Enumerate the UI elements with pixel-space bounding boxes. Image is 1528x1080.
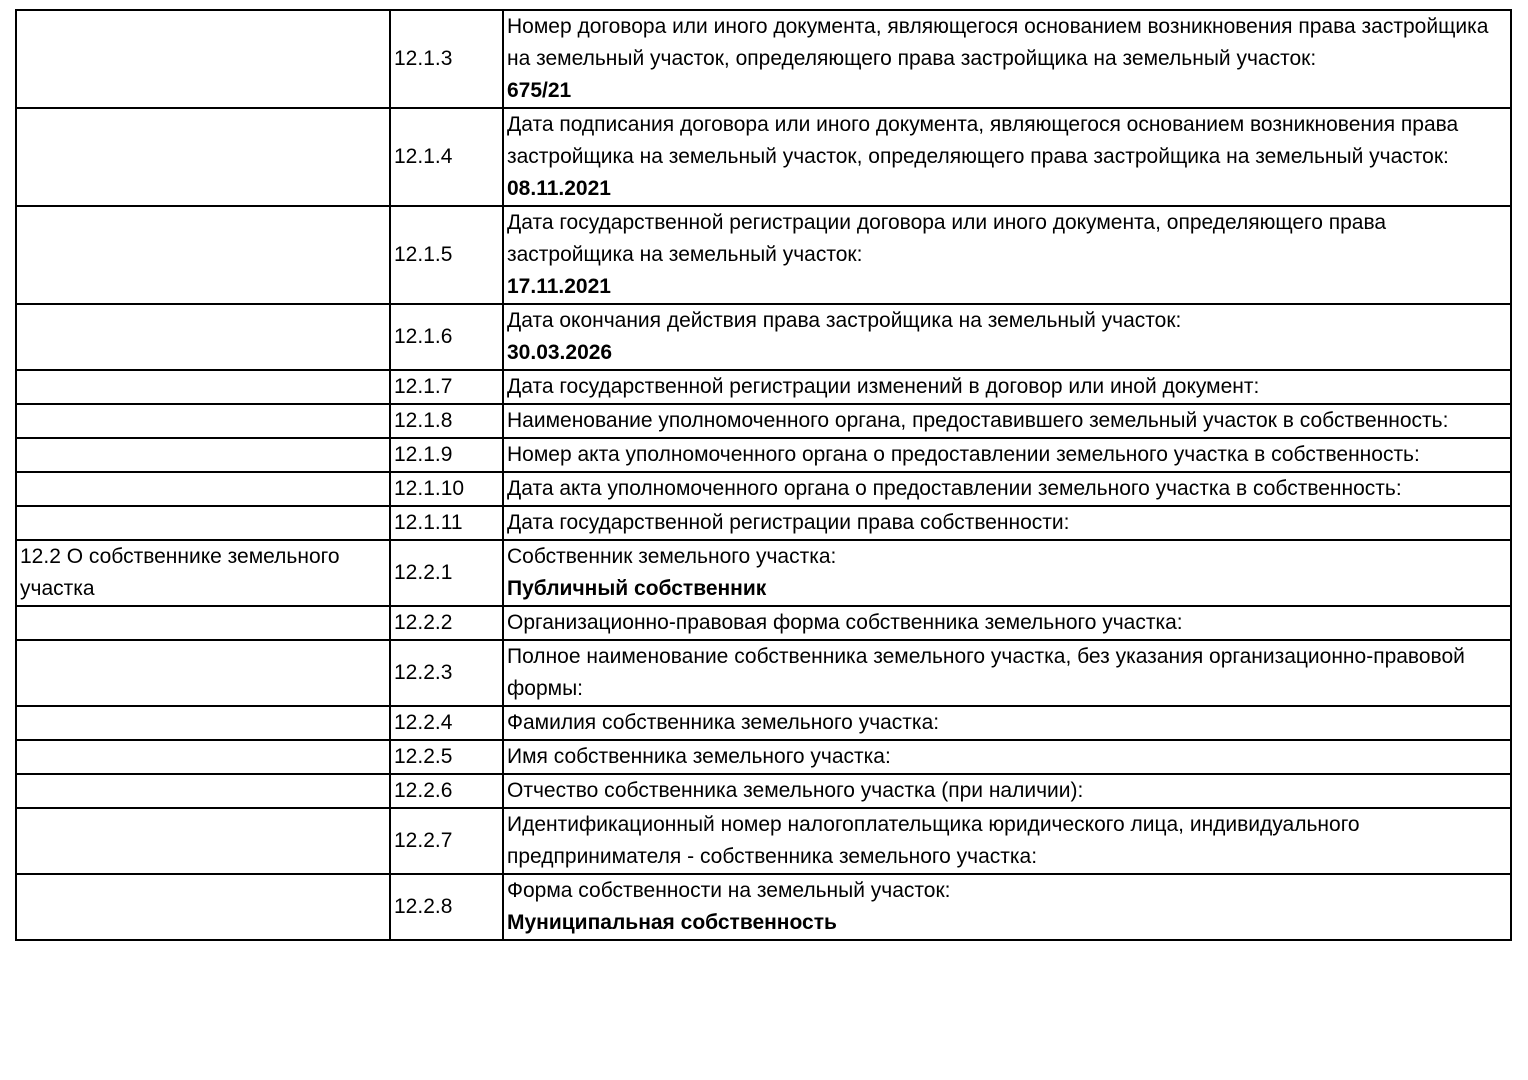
row-number: 12.1.4 <box>390 108 503 206</box>
field-cell <box>503 108 1511 206</box>
table-row <box>16 438 1511 472</box>
field-value: 08.11.2021 <box>507 177 611 200</box>
row-number: 12.1.7 <box>390 370 503 404</box>
field-label: Номер договора или иного документа, являющегося основанием возникновения права застройщика на земельный участок, определяющего права застройщика на земельный участок: <box>507 15 1489 70</box>
table-row <box>16 206 1511 304</box>
section-cell <box>16 808 390 874</box>
field-label: Идентификационный номер налогоплательщика юридического лица, индивидуального предпринимателя - собственника земельного участка: <box>507 813 1360 868</box>
row-number: 12.1.11 <box>390 506 503 540</box>
field-cell <box>503 874 1511 940</box>
field-label: Организационно-правовая форма собственника земельного участка: <box>507 611 1183 634</box>
table-row <box>16 740 1511 774</box>
field-value: 30.03.2026 <box>507 341 613 364</box>
field-cell <box>503 506 1511 540</box>
field-label: Наименование уполномоченного органа, предоставившего земельный участок в собственность: <box>507 409 1449 432</box>
table-row <box>16 404 1511 438</box>
row-number: 12.1.8 <box>390 404 503 438</box>
row-number: 12.2.6 <box>390 774 503 808</box>
table-row <box>16 506 1511 540</box>
section-cell <box>16 740 390 774</box>
table-row <box>16 874 1511 940</box>
field-label: Дата государственной регистрации договора или иного документа, определяющего права застройщика на земельный участок: <box>507 211 1387 266</box>
field-label: Собственник земельного участка: <box>507 545 837 568</box>
table-row <box>16 706 1511 740</box>
field-cell <box>503 606 1511 640</box>
field-cell <box>503 640 1511 706</box>
field-value: 675/21 <box>507 79 572 102</box>
declaration-table-body <box>16 10 1511 940</box>
table-row <box>16 472 1511 506</box>
field-cell <box>503 540 1511 606</box>
field-label: Полное наименование собственника земельного участка, без указания организационно-правовой формы: <box>507 645 1465 700</box>
section-cell <box>16 606 390 640</box>
row-number: 12.2.4 <box>390 706 503 740</box>
row-number: 12.1.3 <box>390 10 503 108</box>
field-label: Дата государственной регистрации права собственности: <box>507 511 1070 534</box>
section-cell <box>16 108 390 206</box>
field-cell <box>503 706 1511 740</box>
section-cell <box>16 640 390 706</box>
field-label: Форма собственности на земельный участок: <box>507 879 951 902</box>
field-cell <box>503 774 1511 808</box>
field-cell <box>503 404 1511 438</box>
table-row <box>16 540 1511 606</box>
row-number: 12.2.5 <box>390 740 503 774</box>
section-cell <box>16 438 390 472</box>
section-cell <box>16 10 390 108</box>
field-cell <box>503 370 1511 404</box>
declaration-table <box>15 9 1512 941</box>
row-number: 12.2.7 <box>390 808 503 874</box>
table-row <box>16 370 1511 404</box>
field-label: Дата подписания договора или иного документа, являющегося основанием возникновения права застройщика на земельный участок, определяющего права застройщика на земельный участок: <box>507 113 1459 168</box>
field-cell <box>503 740 1511 774</box>
section-cell <box>16 304 390 370</box>
section-cell <box>16 404 390 438</box>
field-cell <box>503 206 1511 304</box>
section-cell <box>16 706 390 740</box>
row-number: 12.1.6 <box>390 304 503 370</box>
table-row <box>16 108 1511 206</box>
row-number: 12.2.8 <box>390 874 503 940</box>
section-cell <box>16 472 390 506</box>
field-value: Муниципальная собственность <box>507 911 837 934</box>
section-cell <box>16 370 390 404</box>
field-cell <box>503 472 1511 506</box>
field-label: Фамилия собственника земельного участка: <box>507 711 940 734</box>
section-cell: 12.2 О собственнике земельного участка <box>16 540 390 606</box>
table-row <box>16 304 1511 370</box>
row-number: 12.2.2 <box>390 606 503 640</box>
field-value: Публичный собственник <box>507 577 767 600</box>
section-cell <box>16 874 390 940</box>
field-label: Имя собственника земельного участка: <box>507 745 891 768</box>
table-row <box>16 10 1511 108</box>
row-number: 12.1.10 <box>390 472 503 506</box>
row-number: 12.1.9 <box>390 438 503 472</box>
field-label: Дата акта уполномоченного органа о предоставлении земельного участка в собственность: <box>507 477 1402 500</box>
field-label: Дата государственной регистрации изменений в договор или иной документ: <box>507 375 1260 398</box>
field-cell <box>503 304 1511 370</box>
field-label: Номер акта уполномоченного органа о предоставлении земельного участка в собственность: <box>507 443 1420 466</box>
row-number: 12.1.5 <box>390 206 503 304</box>
table-row <box>16 808 1511 874</box>
table-row <box>16 606 1511 640</box>
section-cell <box>16 506 390 540</box>
row-number: 12.2.1 <box>390 540 503 606</box>
table-row <box>16 774 1511 808</box>
section-cell <box>16 206 390 304</box>
field-cell <box>503 808 1511 874</box>
field-cell <box>503 438 1511 472</box>
field-label: Отчество собственника земельного участка (при наличии): <box>507 779 1084 802</box>
field-value: 17.11.2021 <box>507 275 611 298</box>
field-label: Дата окончания действия права застройщика на земельный участок: <box>507 309 1182 332</box>
section-cell <box>16 774 390 808</box>
table-row <box>16 640 1511 706</box>
row-number: 12.2.3 <box>390 640 503 706</box>
field-cell <box>503 10 1511 108</box>
